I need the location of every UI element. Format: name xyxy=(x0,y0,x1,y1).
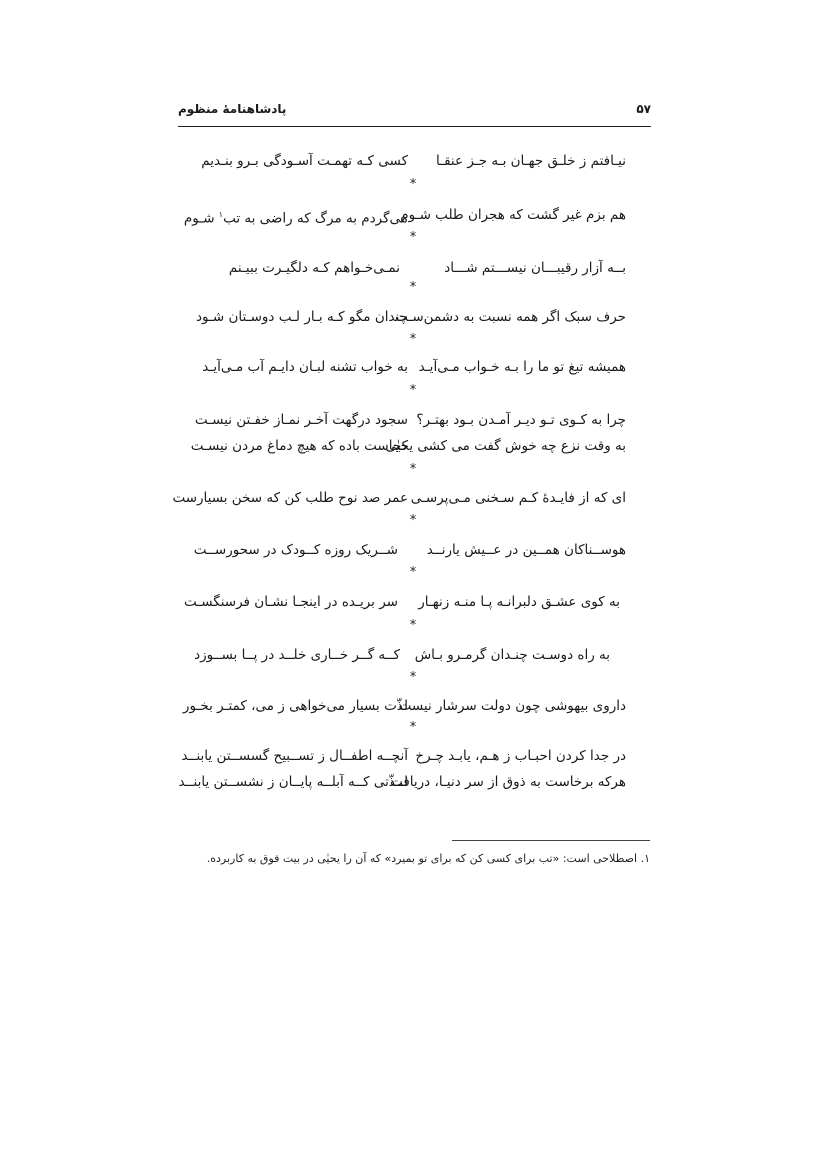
hemistich-right: نیـافتم ز خلـق جهـان بـه جـز عنقـا xyxy=(436,153,626,169)
couplet xyxy=(0,410,826,436)
couplet xyxy=(0,592,826,618)
hemistich-right: به وقت نزع چه خوش گفت می کشی یحیٰی xyxy=(385,438,626,454)
hemistich-right: ای که از فایـدهٔ کـم سـخنی مـی‌پرسـی xyxy=(410,490,626,506)
hemistich-right: حرف سبک اگر همه نسبت به دشمن‌سـت xyxy=(395,309,626,325)
hemistich-left: سر بریـده در اینجـا نشـان فرسنگسـت xyxy=(184,594,398,610)
hemistich-left: سجود درگهت آخـر نمـاز خفـتن نیسـت xyxy=(194,412,408,428)
footnote-number: ۱. xyxy=(640,852,650,865)
footnote xyxy=(207,852,650,865)
hemistich-left: به خواب تشنه لبـان دایـم آب مـی‌آیـد xyxy=(202,359,408,375)
hemistich-right: به راه دوسـت چنـدان گرمـرو بـاش xyxy=(414,647,610,663)
footnote-text: اصطلاحی است: «تب برای کسی کن که برای تو بمیرد» که آن را یحیٰی در بیت فوق به کاربرده. xyxy=(206,852,638,865)
hemistich-left: عمر صد نوح طلب کن که سخن بسیارست xyxy=(172,490,408,506)
separator-star: * xyxy=(409,462,417,477)
separator-star: * xyxy=(409,513,417,528)
separator-star: * xyxy=(409,332,417,347)
hemistich-left: لــذّتی کــه آبلــه پایــان ز نشســتن یابنــد xyxy=(178,774,408,790)
couplet xyxy=(0,696,826,722)
couplet xyxy=(0,488,826,514)
hemistich-left: کــه گــر خــاری خلــد در پــا بســوزد xyxy=(194,647,400,663)
hemistich-right: هوســناکان همــین در عــیش یارنــد xyxy=(426,542,626,558)
hemistich-right: در جدا کردن احبـاب ز هـم، یابـد چـرخ xyxy=(415,748,626,764)
couplet xyxy=(0,357,826,383)
separator-star: * xyxy=(409,670,417,685)
hemistich-right: هرکه برخاست به ذوق از سر دنیـا، دریافت xyxy=(390,774,626,790)
separator-star: * xyxy=(409,720,417,735)
page-header xyxy=(178,102,651,127)
couplet xyxy=(0,307,826,333)
hemistich-left: می‌گردم به مرگ که راضی به تب$^۱$ شـوم xyxy=(183,210,408,227)
page-number: ۵۷ xyxy=(636,102,651,116)
hemistich-right: چرا به کـوی تـو دیـر آمـدن بـود بهتـر؟ xyxy=(416,412,626,428)
hemistich-right: بــه آزار رقیبـــان نیســـتم شـــاد xyxy=(444,260,626,276)
couplet xyxy=(0,746,826,772)
hemistich-left: لذّت بسیار می‌خواهی ز می، کمتـر بخـور xyxy=(182,698,408,714)
couplet xyxy=(0,436,826,462)
separator-star: * xyxy=(409,230,417,245)
hemistich-right: داروی بیهوشی چون دولت سرشار نیست xyxy=(398,698,626,714)
hemistich-right: به کوی عشـق دلبرانـه پـا منـه زنهـار xyxy=(418,594,620,610)
hemistich-right: همیشه تیغ تو ما را بـه خـواب مـی‌آیـد xyxy=(418,359,626,375)
couplet xyxy=(0,645,826,671)
couplet xyxy=(0,205,826,231)
footnote-rule xyxy=(452,840,650,841)
separator-star: * xyxy=(409,565,417,580)
couplet xyxy=(0,772,826,798)
hemistich-left: شــریک روزه کــودک در سحورســت xyxy=(193,542,398,558)
separator-star: * xyxy=(409,618,417,633)
hemistich-left: کجاست باده که هیچ دماغ مردن نیسـت xyxy=(190,438,408,454)
couplet xyxy=(0,151,826,177)
separator-star: * xyxy=(409,280,417,295)
hemistich-left: نمـی‌خـواهم کـه دلگیـرت ببیـنم xyxy=(228,260,400,276)
hemistich-left: آنچــه اطفــال ز تســبیح گسســتن یابنــد xyxy=(181,748,408,764)
couplet xyxy=(0,540,826,566)
separator-star: * xyxy=(409,177,417,192)
running-title: پادشاهنامهٔ منظوم xyxy=(178,102,287,116)
hemistich-left: چندان مگو کـه بـار لـب دوسـتان شـود xyxy=(195,309,408,325)
footnote-ref: ۱ xyxy=(218,210,224,219)
separator-star: * xyxy=(409,383,417,398)
hemistich-left: کسی کـه تهمـت آسـودگی بـرو بنـدیم xyxy=(201,153,408,169)
hemistich-right: هم بزم غیر گشت که هجران طلب شـوم xyxy=(400,207,626,223)
